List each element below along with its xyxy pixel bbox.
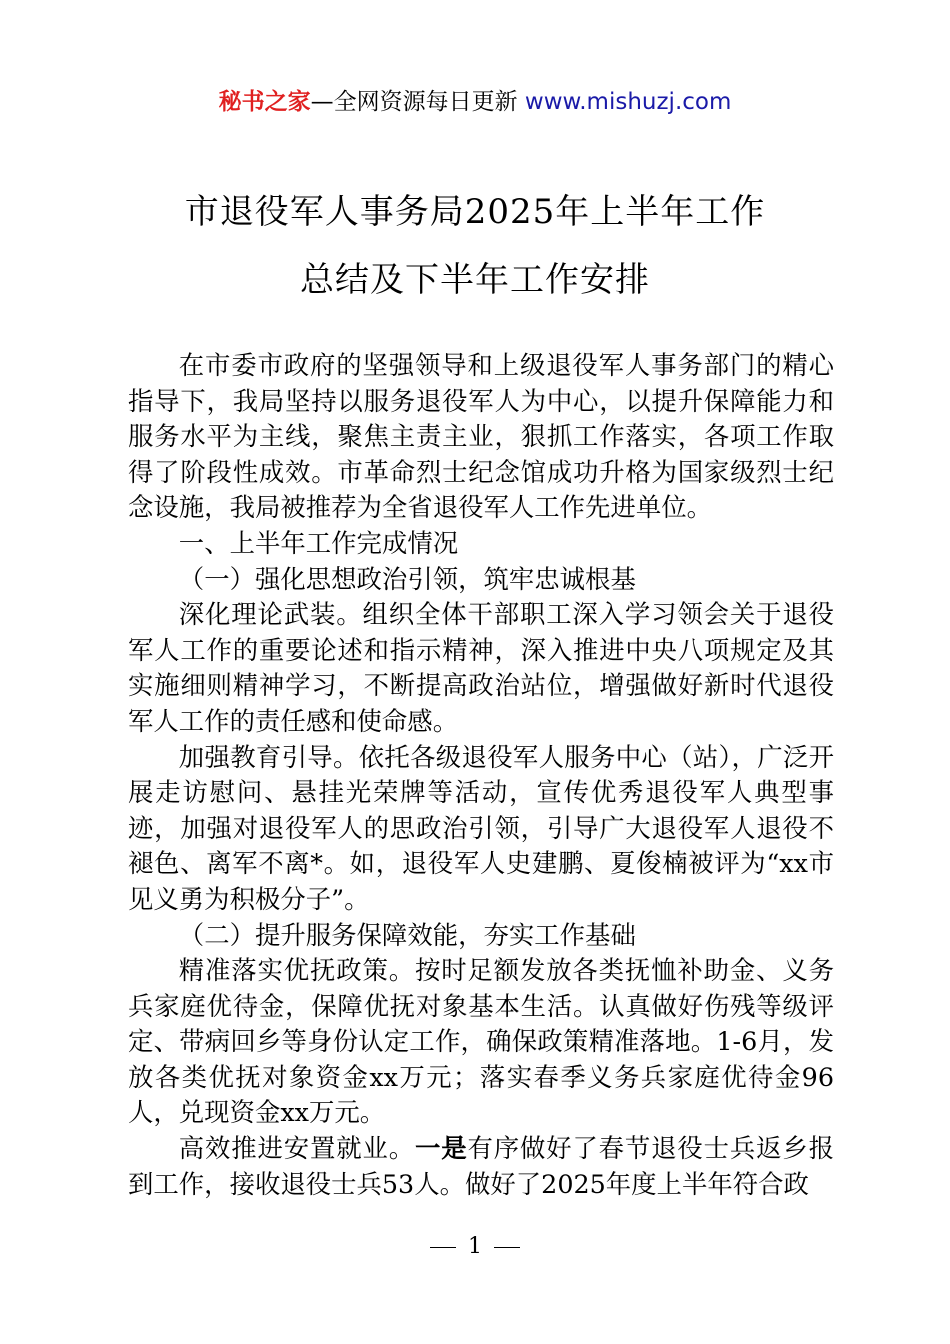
- site-brand: 秘书之家: [218, 89, 311, 115]
- subsection-heading: （一）强化思想政治引领，筑牢忠诚根基: [178, 563, 636, 594]
- page-number-dash-left: [430, 1247, 456, 1248]
- body-paragraph: 精准落实优抚政策。按时足额发放各类抚恤补助金、义务兵家庭优待金，保障优抚对象基本生活。认真做好伤残等级评定、带病回乡等身份认定工作，确保政策精准落地。1-6月，发放各类优抚对象资金xx万元；落实春季义务兵家庭优待金96人，兑现资金xx万元。: [128, 955, 834, 1128]
- bold-marker: 一是: [414, 1133, 468, 1164]
- page-number: [0, 1232, 950, 1262]
- paragraph-rest: 有序做好了春节退役士兵返乡报到工作，接收退役士兵53人。做好了2025年度上半年符合政: [128, 1133, 835, 1199]
- intro-paragraph: 在市委市政府的坚强领导和上级退役军人事务部门的精心指导下，我局坚持以服务退役军人为中心，以提升保障能力和服务水平为主线，聚焦主责主业，狠抓工作落实，各项工作取得了阶段性成效。市革命烈士纪念馆成功升格为国家级烈士纪念设施，我局被推荐为全省退役军人工作先进单位。: [128, 350, 834, 523]
- document-title-line-1: 市退役军人事务局2025年上半年工作: [184, 192, 766, 232]
- paragraph-lead: 高效推进安置就业。: [178, 1133, 415, 1164]
- page-number-value: 1: [468, 1234, 482, 1259]
- subsection-heading: （二）提升服务保障效能，夯实工作基础: [178, 919, 636, 950]
- body-paragraph: 深化理论武装。组织全体干部职工深入学习领会关于退役军人工作的重要论述和指示精神，深入推进中央八项规定及其实施细则精神学习，不断提高政治站位，增强做好新时代退役军人工作的责任感和使命感。: [128, 599, 834, 736]
- site-url-link[interactable]: www.mishuzj.com: [524, 89, 732, 115]
- page-number-dash-right: [494, 1247, 520, 1248]
- document-title-line-2: 总结及下半年工作安排: [300, 260, 650, 300]
- body-paragraph-last: [128, 1131, 834, 1202]
- section-heading: 一、上半年工作完成情况: [178, 527, 459, 558]
- site-slogan: —全网资源每日更新: [310, 89, 525, 115]
- body-paragraph: 加强教育引导。依托各级退役军人服务中心（站），广泛开展走访慰问、悬挂光荣牌等活动，宣传优秀退役军人典型事迹，加强对退役军人的思政治引领，引导广大退役军人退役不褪色、离军不离*。如，退役军人史建鹏、夏俊楠被评为“xx市见义勇为积极分子”。: [128, 741, 834, 914]
- site-header: [0, 86, 950, 118]
- document-body: [128, 348, 834, 1202]
